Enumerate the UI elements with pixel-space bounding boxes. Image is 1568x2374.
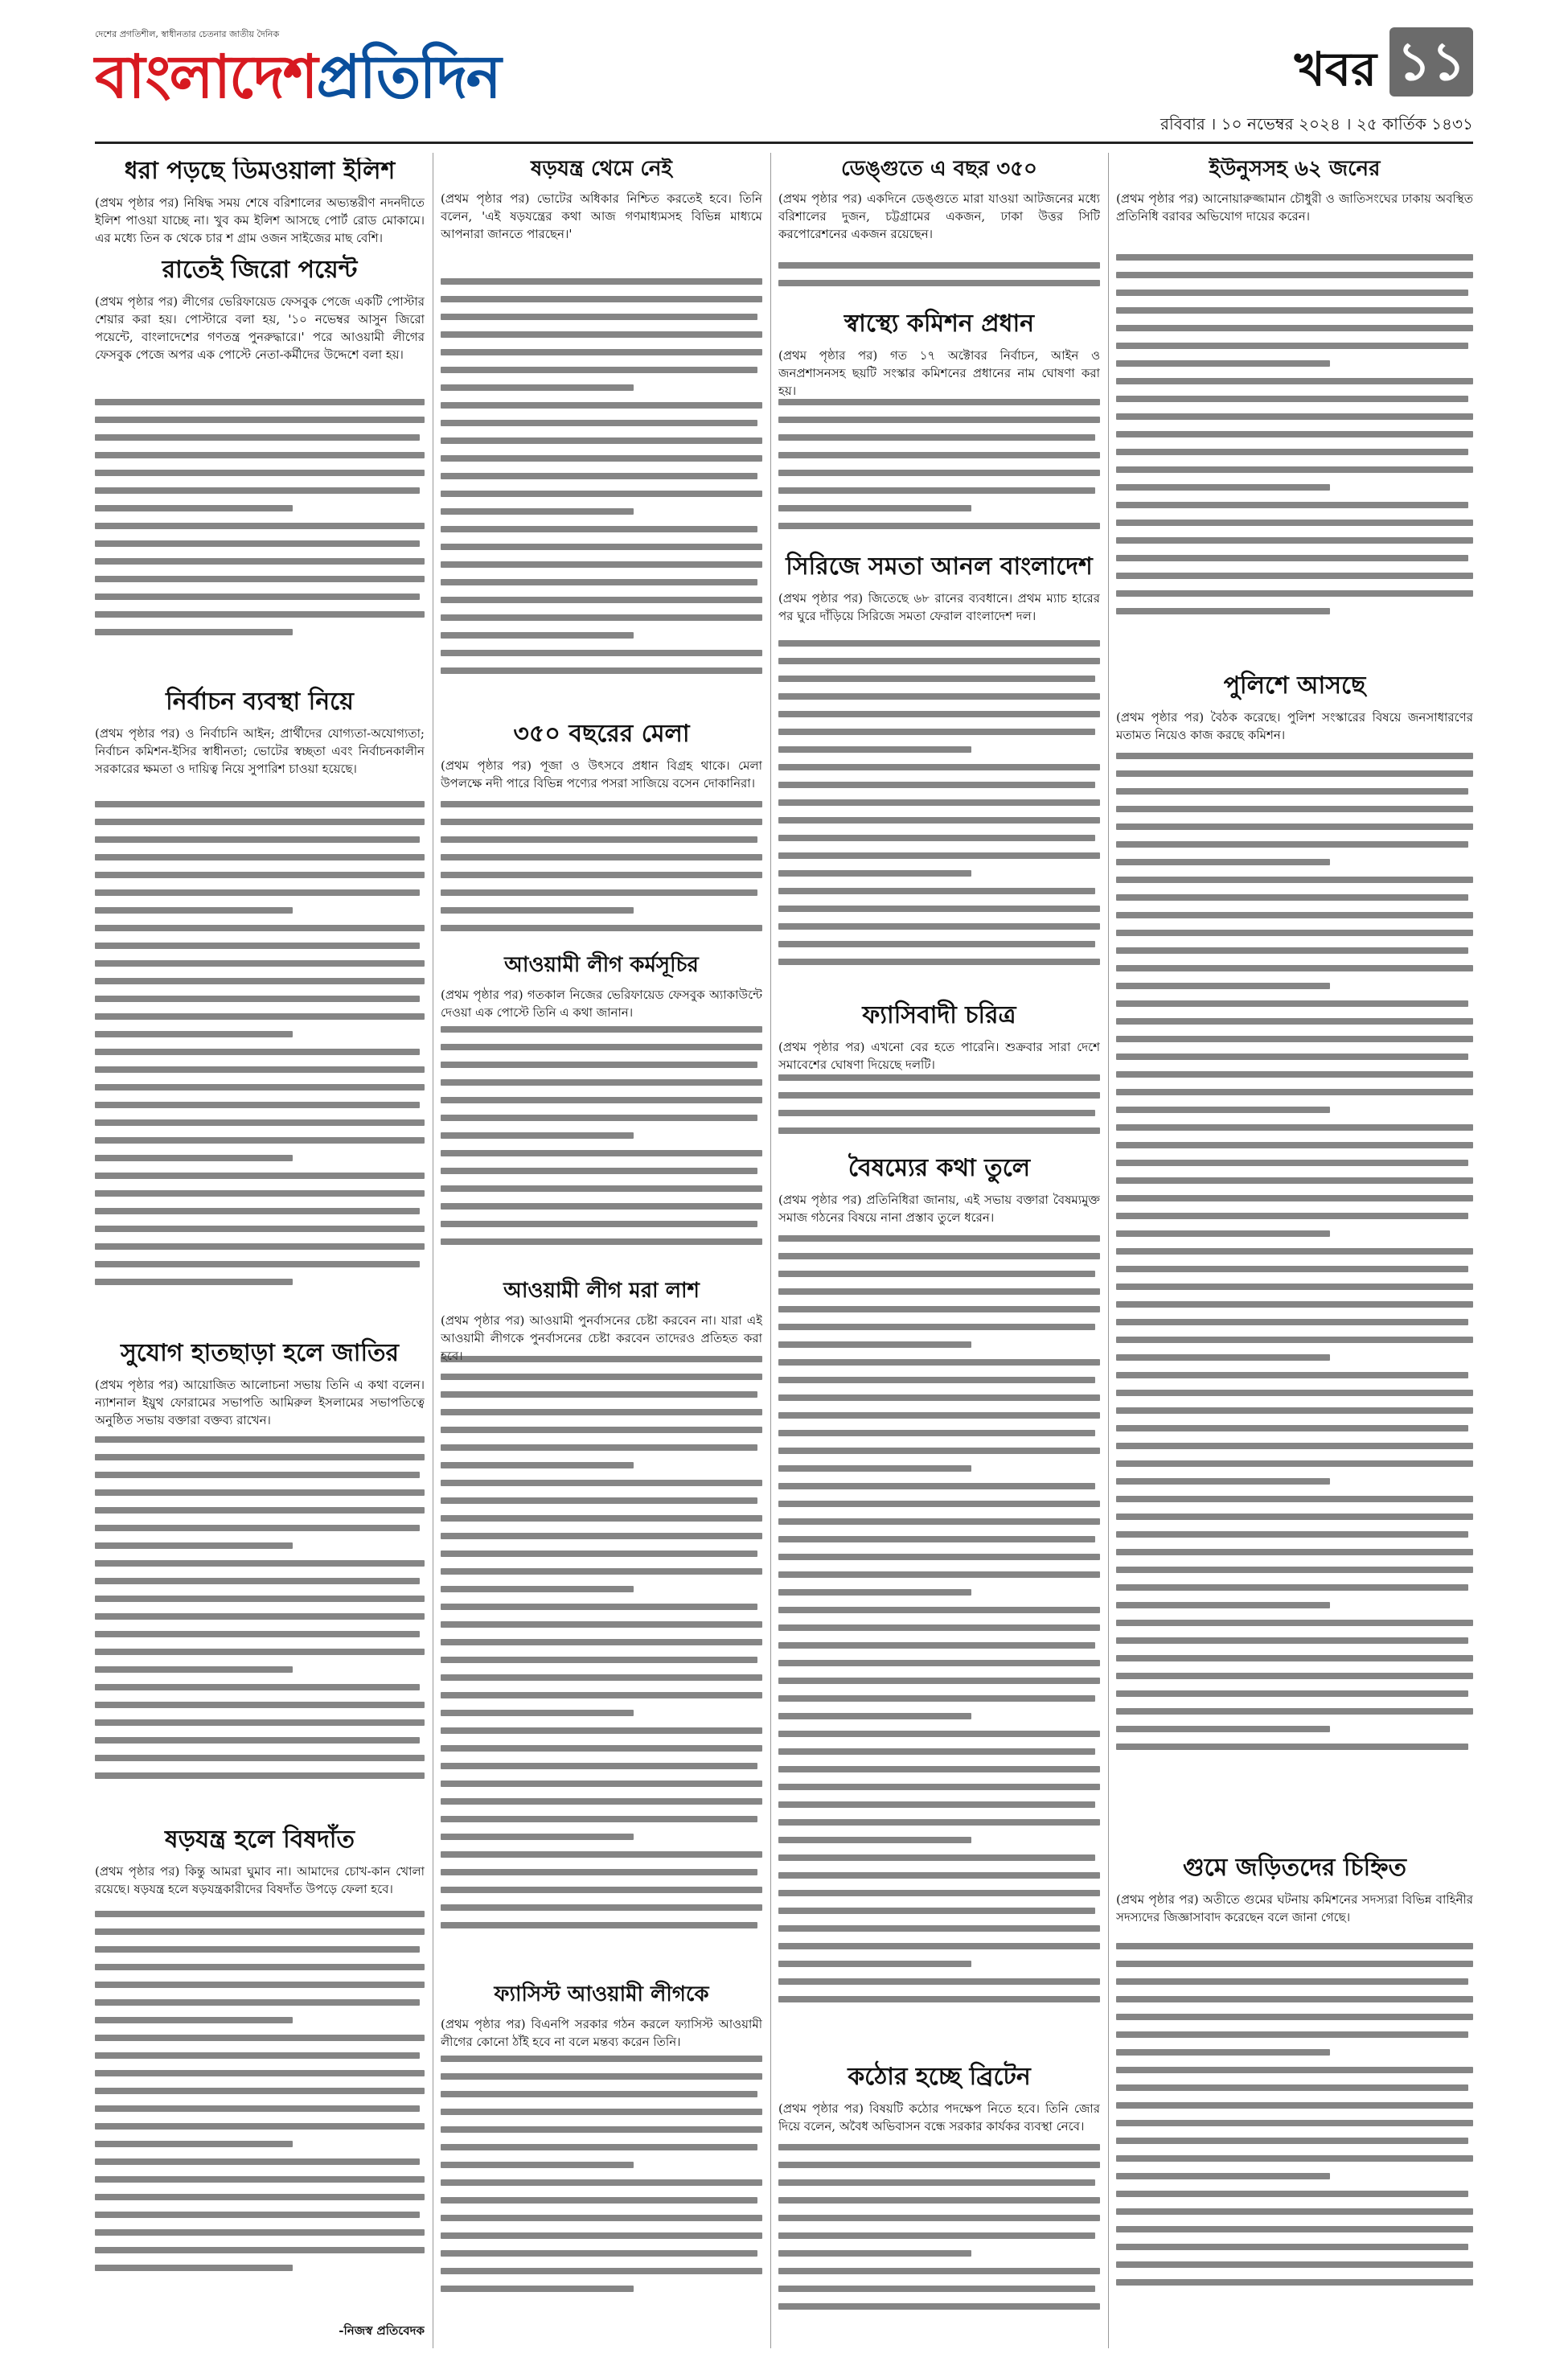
article-text-lines [1116, 254, 1473, 656]
headline: ৩৫০ বছরের মেলা [513, 720, 690, 748]
article-text-lines [441, 1356, 762, 1975]
article-text-lines [441, 2056, 762, 2329]
article-awami-lash[interactable] [441, 1279, 762, 1365]
column-4 [1116, 158, 1473, 2345]
article-fascist-character[interactable] [778, 1002, 1100, 1074]
article-body: (প্রথম পৃষ্ঠার পর) পূজা ও উৎসবে প্রধান বিগ্রহ থাকে। মেলা উপলক্ষে নদী পারে বিভিন্ন পণ্যের পসরা সাজিয়ে বসেন দোকানিরা। [441, 758, 762, 791]
article-body: (প্রথম পৃষ্ঠার পর) কিন্তু আমরা ঘুমাব না। আমাদের চোখ-কান খোলা রয়েছে। ষড়যন্ত্র হলে ষড়যন্ত্রকারীদের বিষদাঁত উপড়ে ফেলা হবে। [95, 1863, 425, 1896]
headline: নির্বাচন ব্যবস্থা নিয়ে [166, 688, 354, 716]
headline: ধরা পড়ছে ডিমওয়ালা ইলিশ [124, 158, 396, 185]
headline: ডেঙ্গুতে এ বছর ৩৫০ [841, 158, 1037, 181]
headline: ফ্যাসিস্ট আওয়ামী লীগকে [494, 1982, 709, 2006]
article-text-lines [778, 640, 1100, 994]
headline: আওয়ামী লীগ মরা লাশ [503, 1279, 700, 1303]
article-body: (প্রথম পৃষ্ঠার পর) বিএনপি সরকার গঠন করলে ফ্যাসিস্ট আওয়ামী লীগের কোনো ঠাঁই হবে না বলে মন্তব্য করেন তিনি। [441, 2016, 762, 2050]
column-divider [1108, 153, 1109, 2348]
article-awami-karmasuchi[interactable] [441, 954, 762, 1021]
article-text-lines [778, 1235, 1100, 2056]
article-body: (প্রথম পৃষ্ঠার পর) প্রতিনিধিরা জানায়, এই সভায় বক্তারা বৈষম্যমুক্ত সমাজ গঠনের বিষয়ে নানা প্রস্তাব তুলে ধরেন। [778, 1192, 1100, 1225]
headline: সিরিজে সমতা আনল বাংলাদেশ [786, 552, 1093, 581]
article-health-commission[interactable] [778, 310, 1100, 400]
logo-tagline: দেশের প্রগতিশীল, স্বাধীনতার চেতনার জাতীয় দৈনিক [95, 29, 280, 39]
article-police[interactable] [1116, 672, 1473, 744]
section-title: খবর [1294, 42, 1377, 97]
article-body: (প্রথম পৃষ্ঠার পর) গতকাল নিজের ভেরিফায়েড ফেসবুক অ্যাকাউন্টে দেওয়া এক পোস্টে তিনি এ কথা জানান। [441, 987, 762, 1021]
article-body: (প্রথম পৃষ্ঠার পর) লীগের ভেরিফায়েড ফেসবুক পেজে একটি পোস্টার শেয়ার করা হয়। পোস্টারে বলা হয়, '১০ নভেম্বর আসুন জিরো পয়েন্টে, বাংলাদেশের গণতন্ত্র পুনরুদ্ধারে।' পরে আওয়ামী লীগের ফেসবুক পেজে অপর এক পোস্টে নেতা-কর্মীদের উদ্দেশে বলা হয়। [95, 294, 425, 363]
article-text-lines [441, 1026, 762, 1267]
column-divider [770, 153, 771, 2348]
article-body: (প্রথম পৃষ্ঠার পর) ভোটের অধিকার নিশ্চিত করতেই হবে। তিনি বলেন, 'এই ষড়যন্ত্রের কথা আজ গণমাধ্যমসহ বিভিন্ন মাধ্যমে আপনারা জানতে পারছেন।' [441, 191, 762, 242]
headline: সুযোগ হাতছাড়া হলে জাতির [120, 1339, 400, 1367]
issue-date: রবিবার । ১০ নভেম্বর ২০২৪ । ২৫ কার্তিক ১৪৩১ [1160, 114, 1473, 133]
reporter-credit: -নিজস্ব প্রতিবেদক [339, 2323, 425, 2338]
article-body: (প্রথম পৃষ্ঠার পর) অতীতে গুমের ঘটনায় কমিশনের সদস্যরা বিভিন্ন বাহিনীর সদস্যদের জিজ্ঞাসাবাদ করেছেন বলে জানা গেছে। [1116, 1891, 1473, 1924]
article-text-lines [441, 278, 762, 713]
article-britain[interactable] [778, 2064, 1100, 2135]
headline: ষড়যন্ত্র থেমে নেই [531, 158, 672, 181]
logo-wordmark: বাংলাদেশপ্রতিদিন [95, 43, 500, 112]
article-text-lines [778, 1074, 1100, 1147]
article-text-lines [778, 2144, 1100, 2329]
article-body: (প্রথম পৃষ্ঠার পর) ও নির্বাচনি আইন; প্রার্থীদের যোগ্যতা-অযোগ্যতা; নির্বাচন কমিশন-ইসির স্বাধীনতা; ভোটের স্বচ্ছতা এবং নির্বাচনকালীন সরকারের ক্ষমতা ও দায়িত্ব নিয়ে সুপারিশ চাওয়া হয়েছে। [95, 725, 425, 776]
article-text-lines [441, 801, 762, 946]
article-discrimination[interactable] [778, 1155, 1100, 1226]
headline: ইউনুসসহ ৬২ জনের [1209, 158, 1381, 181]
headline: বৈষম্যের কথা তুলে [848, 1154, 1031, 1182]
page-number-badge: ১১ [1389, 27, 1473, 97]
article-dengue[interactable] [778, 158, 1100, 243]
headline: আওয়ামী লীগ কর্মসূচির [504, 953, 699, 977]
article-text-lines [778, 399, 1100, 544]
headline: ষড়যন্ত্র হলে বিষদাঁত [165, 1826, 355, 1854]
article-series[interactable] [778, 553, 1100, 625]
article-text-lines [95, 1911, 425, 2313]
column-2 [441, 158, 762, 2345]
article-fascist[interactable] [441, 1983, 762, 2051]
column-3 [778, 158, 1100, 2345]
headline: রাতেই জিরো পয়েন্ট [162, 256, 358, 285]
headline: ফ্যাসিবাদী চরিত্র [862, 1001, 1016, 1029]
article-bishodgar[interactable] [95, 1826, 425, 1898]
article-body: (প্রথম পৃষ্ঠার পর) এখনো বের হতে পারেনি। শুক্রবার সারা দেশে সমাবেশের ঘোষণা দিয়েছে দলটি। [778, 1039, 1100, 1072]
column-1 [95, 158, 425, 2345]
article-shorojontro[interactable] [441, 158, 762, 243]
headline: গুমে জড়িতদের চিহ্নিত [1182, 1854, 1407, 1882]
headline: পুলিশে আসছে [1223, 672, 1366, 700]
article-mela[interactable] [441, 721, 762, 792]
article-text-lines [95, 801, 425, 1332]
headline: স্বাস্থ্যে কমিশন প্রধান [844, 310, 1035, 338]
masthead [95, 23, 1473, 143]
article-text-lines [1116, 1943, 1473, 2329]
article-inquiry-62[interactable] [1116, 158, 1473, 225]
article-body: (প্রথম পৃষ্ঠার পর) আওয়ামী পুনর্বাসনের চেষ্টা করবেন না। যারা এই আওয়ামী লীগকে পুনর্বাসনের চেষ্টা করবেন তাদেরও প্রতিহত করা [441, 1312, 762, 1346]
article-election-system[interactable] [95, 688, 425, 778]
article-hilsa[interactable] [95, 158, 425, 247]
article-jatir-sujog[interactable] [95, 1340, 425, 1429]
article-body: (প্রথম পৃষ্ঠার পর) নিষিদ্ধ সময় শেষে বরিশালের অভ্যন্তরীণ নদনদীতে ইলিশ পাওয়া যাচ্ছে না। খুব কম ইলিশ আসছে পোর্ট রোড মোকামে। এর মধ্যে তিন ক থেকে চার শ গ্রাম ওজন সাইজের মাছ বেশি। [95, 195, 425, 245]
article-body: (প্রথম পৃষ্ঠার পর) একদিনে ডেঙ্গুতে মারা যাওয়া আটজনের মধ্যে বরিশালের দুজন, চট্টগ্রামের একজন, ঢাকা উত্তর সিটি করপোরেশনের একজন রয়েছেন। [778, 191, 1100, 242]
masthead-rule [95, 142, 1473, 144]
article-gum[interactable] [1116, 1854, 1473, 1926]
article-body: (প্রথম পৃষ্ঠার পর) গত ১৭ অক্টোবর নির্বাচন, আইন ও জনপ্রশাসনসহ ছয়টি সংস্কার কমিশনের প্রধানের নাম ঘোষণা করা হয়। [778, 347, 1100, 398]
article-text-lines [95, 399, 425, 664]
article-zero-point[interactable] [95, 257, 425, 363]
article-text-lines [1116, 753, 1473, 1822]
article-text-lines [95, 1436, 425, 1814]
article-body: (প্রথম পৃষ্ঠার পর) বৈঠক করেছে। পুলিশ সংস্কারের বিষয়ে জনসাধারণের মতামত নিয়েও কাজ করছে কমিশন। [1116, 709, 1473, 742]
article-text-lines [778, 262, 1100, 302]
headline: কঠোর হচ্ছে ব্রিটেন [848, 2063, 1031, 2091]
article-body: (প্রথম পৃষ্ঠার পর) আনোয়ারুজ্জামান চৌধুরী ও জাতিসংঘের ঢাকায় অবস্থিত প্রতিনিধি বরাবর অভিযোগ দায়ের করেন। [1116, 191, 1473, 224]
article-body: (প্রথম পৃষ্ঠার পর) আয়োজিত আলোচনা সভায় তিনি এ কথা বলেন। ন্যাশনাল ইয়ুথ ফোরামের সভাপতি আমিরুল ইসলামের সভাপতিত্বে অনুষ্ঠিত সভায় বক্তারা বক্তব্য রাখেন। [95, 1377, 425, 1427]
article-body: (প্রথম পৃষ্ঠার পর) বিষয়টি কঠোর পদক্ষেপ নিতে হবে। তিনি জোর দিয়ে বলেন, অবৈধ অভিবাসন বন্ধে সরকার কার্যকর ব্যবস্থা নেবে। [778, 2101, 1100, 2134]
newspaper-logo[interactable] [95, 27, 513, 116]
article-body: (প্রথম পৃষ্ঠার পর) জিতেছে ৬৮ রানের ব্যবধানে। প্রথম ম্যাচ হারের পর ঘুরে দাঁড়িয়ে সিরিজে সমতা ফেরাল বাংলাদেশ দল। [778, 590, 1100, 623]
